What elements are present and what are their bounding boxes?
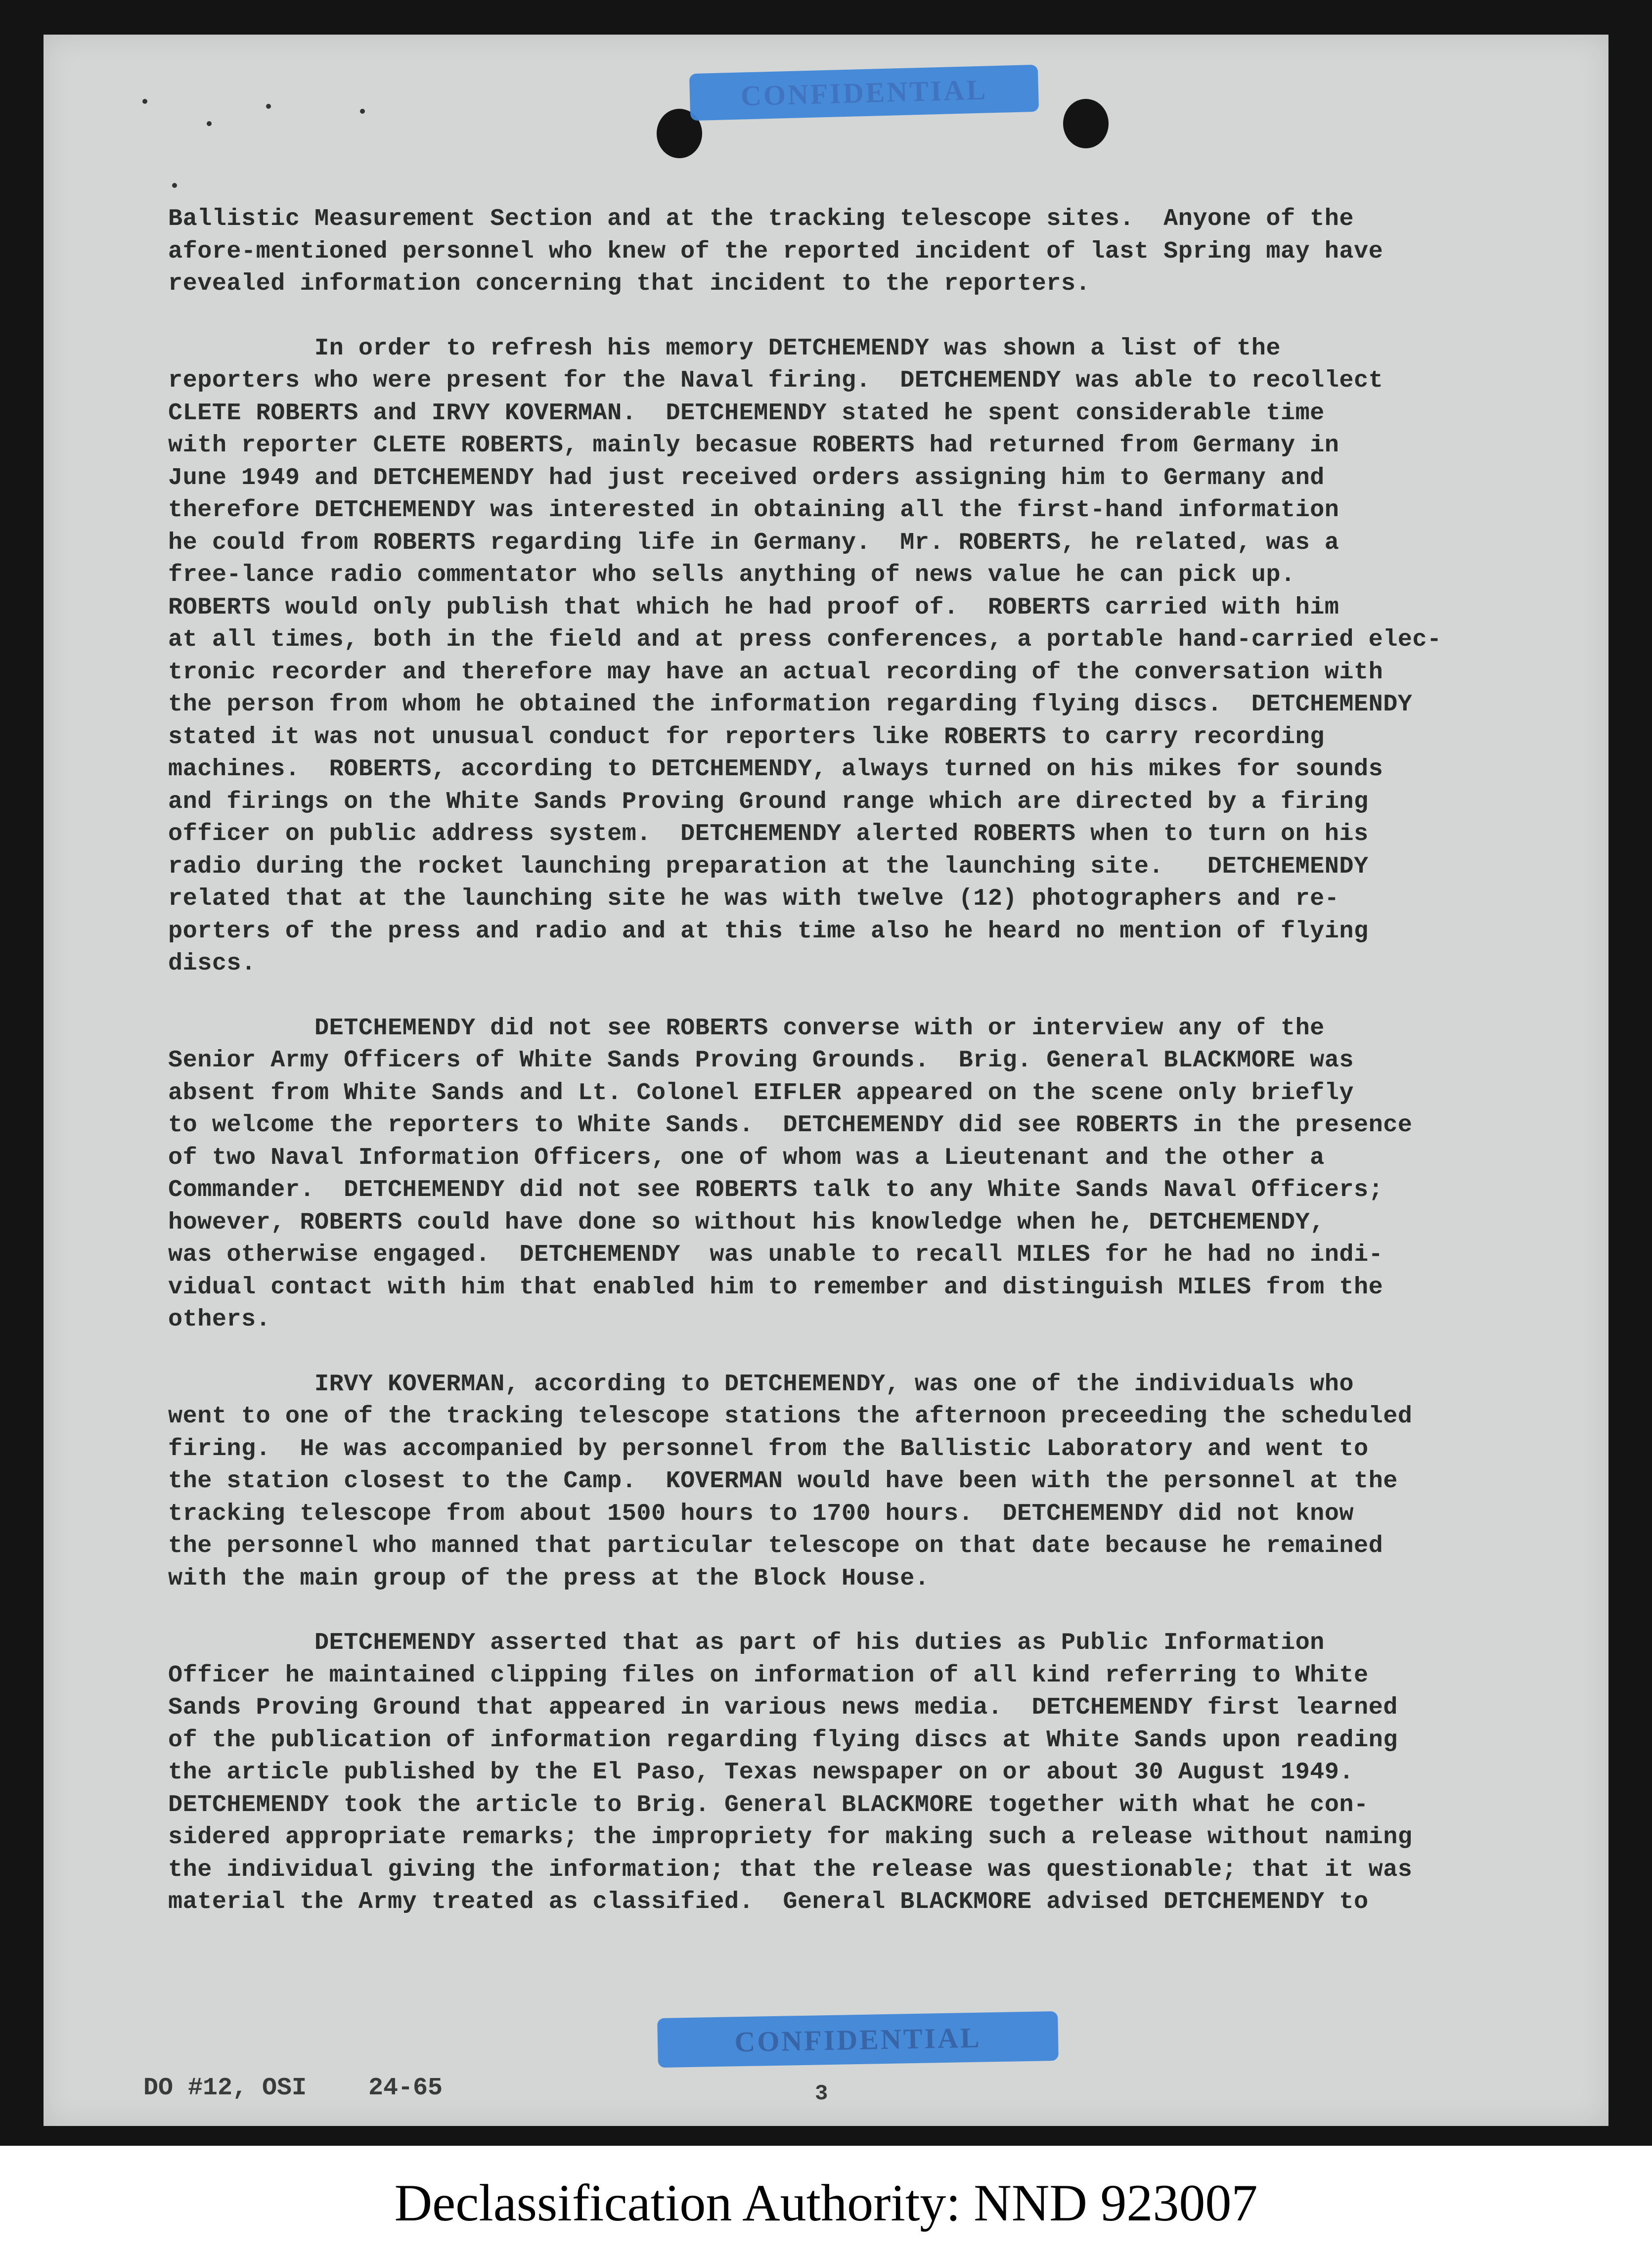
text-line: DETCHEMENDY asserted that as part of his duties as Public Information [168,1629,1325,1656]
text-line: was otherwise engaged. DETCHEMENDY was unable to recall MILES for he had no indi- [168,1241,1384,1268]
paragraph [168,1368,1592,1595]
text-line: however, ROBERTS could have done so without his knowledge when he, DETCHEMENDY, [168,1208,1325,1236]
text-line: In order to refresh his memory DETCHEMENDY was shown a list of the [168,334,1281,362]
text-line: others. [168,1306,271,1333]
text-line: afore-mentioned personnel who knew of the reported incident of last Spring may have [168,237,1384,265]
text-line: the person from whom he obtained the information regarding flying discs. DETCHEMENDY [168,691,1413,718]
text-line: tronic recorder and therefore may have an actual recording of the conversation with [168,658,1384,686]
text-line: IRVY KOVERMAN, according to DETCHEMENDY, was one of the individuals who [168,1370,1354,1398]
text-line: Officer he maintained clipping files on information of all kind referring to White [168,1661,1369,1689]
text-line: the personnel who manned that particular telescope on that date because he remained [168,1532,1384,1559]
paragraph [168,1012,1592,1336]
text-line: ROBERTS would only publish that which he had proof of. ROBERTS carried with him [168,593,1339,621]
text-line: of two Naval Information Officers, one of whom was a Lieutenant and the other a [168,1144,1325,1171]
text-line: at all times, both in the field and at press conferences, a portable hand-carried elec- [168,626,1442,653]
text-line: sidered appropriate remarks; the impropriety for making such a release without naming [168,1823,1413,1851]
speck-mark [360,109,365,114]
text-line: Commander. DETCHEMENDY did not see ROBERTS talk to any White Sands Naval Officers; [168,1176,1384,1203]
text-line: Sands Proving Ground that appeared in various news media. DETCHEMENDY first learned [168,1694,1398,1721]
speck-mark [172,183,177,188]
text-line: with the main group of the press at the Block House. [168,1564,930,1592]
text-line: DETCHEMENDY did not see ROBERTS converse with or interview any of the [168,1014,1325,1042]
text-line: vidual contact with him that enabled him to remember and distinguish MILES from the [168,1273,1384,1301]
text-line: related that at the launching site he was with twelve (12) photographers and re- [168,885,1339,912]
text-line: therefore DETCHEMENDY was interested in obtaining all the first-hand information [168,496,1339,524]
text-line: stated it was not unusual conduct for reporters like ROBERTS to carry recording [168,723,1325,751]
text-line: officer on public address system. DETCHEMENDY alerted ROBERTS when to turn on his [168,820,1369,847]
text-line: absent from White Sands and Lt. Colonel EIFLER appeared on the scene only briefly [168,1079,1354,1106]
text-line: and firings on the White Sands Proving Ground range which are directed by a firing [168,788,1369,815]
text-line: June 1949 and DETCHEMENDY had just received orders assigning him to Germany and [168,464,1325,491]
paragraph [168,332,1592,980]
text-line: the individual giving the information; that the release was questionable; that it was [168,1856,1413,1883]
text-line: the station closest to the Camp. KOVERMAN would have been with the personnel at the [168,1467,1398,1495]
text-line: to welcome the reporters to White Sands. DETCHEMENDY did see ROBERTS in the presence [168,1111,1413,1139]
punch-hole-right [1063,99,1109,148]
speck-mark [266,104,271,109]
text-line: DETCHEMENDY took the article to Brig. General BLACKMORE together with what he con- [168,1791,1369,1818]
document-code: 24-65 [368,2074,443,2102]
text-line: he could from ROBERTS regarding life in Germany. Mr. ROBERTS, he related, was a [168,529,1339,556]
speck-mark [142,99,147,104]
confidential-stamp-bottom: CONFIDENTIAL [657,2011,1059,2068]
text-line: went to one of the tracking telescope stations the afternoon preceeding the scheduled [168,1403,1413,1430]
speck-mark [207,121,212,126]
document-reference: DO #12, OSI [143,2074,307,2102]
text-line: material the Army treated as classified. General BLACKMORE advised DETCHEMENDY to [168,1888,1369,1915]
confidential-stamp-top: CONFIDENTIAL [689,65,1039,121]
text-line: tracking telescope from about 1500 hours to 1700 hours. DETCHEMENDY did not know [168,1500,1354,1527]
text-line: machines. ROBERTS, according to DETCHEMENDY, always turned on his mikes for sounds [168,755,1384,783]
text-line: free-lance radio commentator who sells anything of news value he can pick up. [168,561,1295,588]
text-line: discs. [168,950,256,977]
letter-body [168,203,1592,1950]
page-number: 3 [815,2081,828,2106]
text-line: Ballistic Measurement Section and at the tracking telescope sites. Anyone of the [168,205,1354,232]
text-line: of the publication of information regarding flying discs at White Sands upon reading [168,1726,1398,1754]
text-line: porters of the press and radio and at this time also he heard no mention of flying [168,917,1369,945]
paragraph [168,203,1592,300]
declassification-caption: Declassification Authority: NND 923007 [394,2174,1258,2232]
text-line: the article published by the El Paso, Texas newspaper on or about 30 August 1949. [168,1759,1354,1786]
text-line: with reporter CLETE ROBERTS, mainly becasue ROBERTS had returned from Germany in [168,432,1339,459]
text-line: reporters who were present for the Naval firing. DETCHEMENDY was able to recollect [168,367,1384,394]
paragraph [168,1627,1592,1918]
text-line: firing. He was accompanied by personnel from the Ballistic Laboratory and went to [168,1435,1369,1462]
text-line: CLETE ROBERTS and IRVY KOVERMAN. DETCHEMENDY stated he spent considerable time [168,399,1325,427]
text-line: Senior Army Officers of White Sands Proving Grounds. Brig. General BLACKMORE was [168,1047,1354,1074]
text-line: radio during the rocket launching preparation at the launching site. DETCHEMENDY [168,852,1369,880]
text-line: revealed information concerning that incident to the reporters. [168,270,1091,297]
